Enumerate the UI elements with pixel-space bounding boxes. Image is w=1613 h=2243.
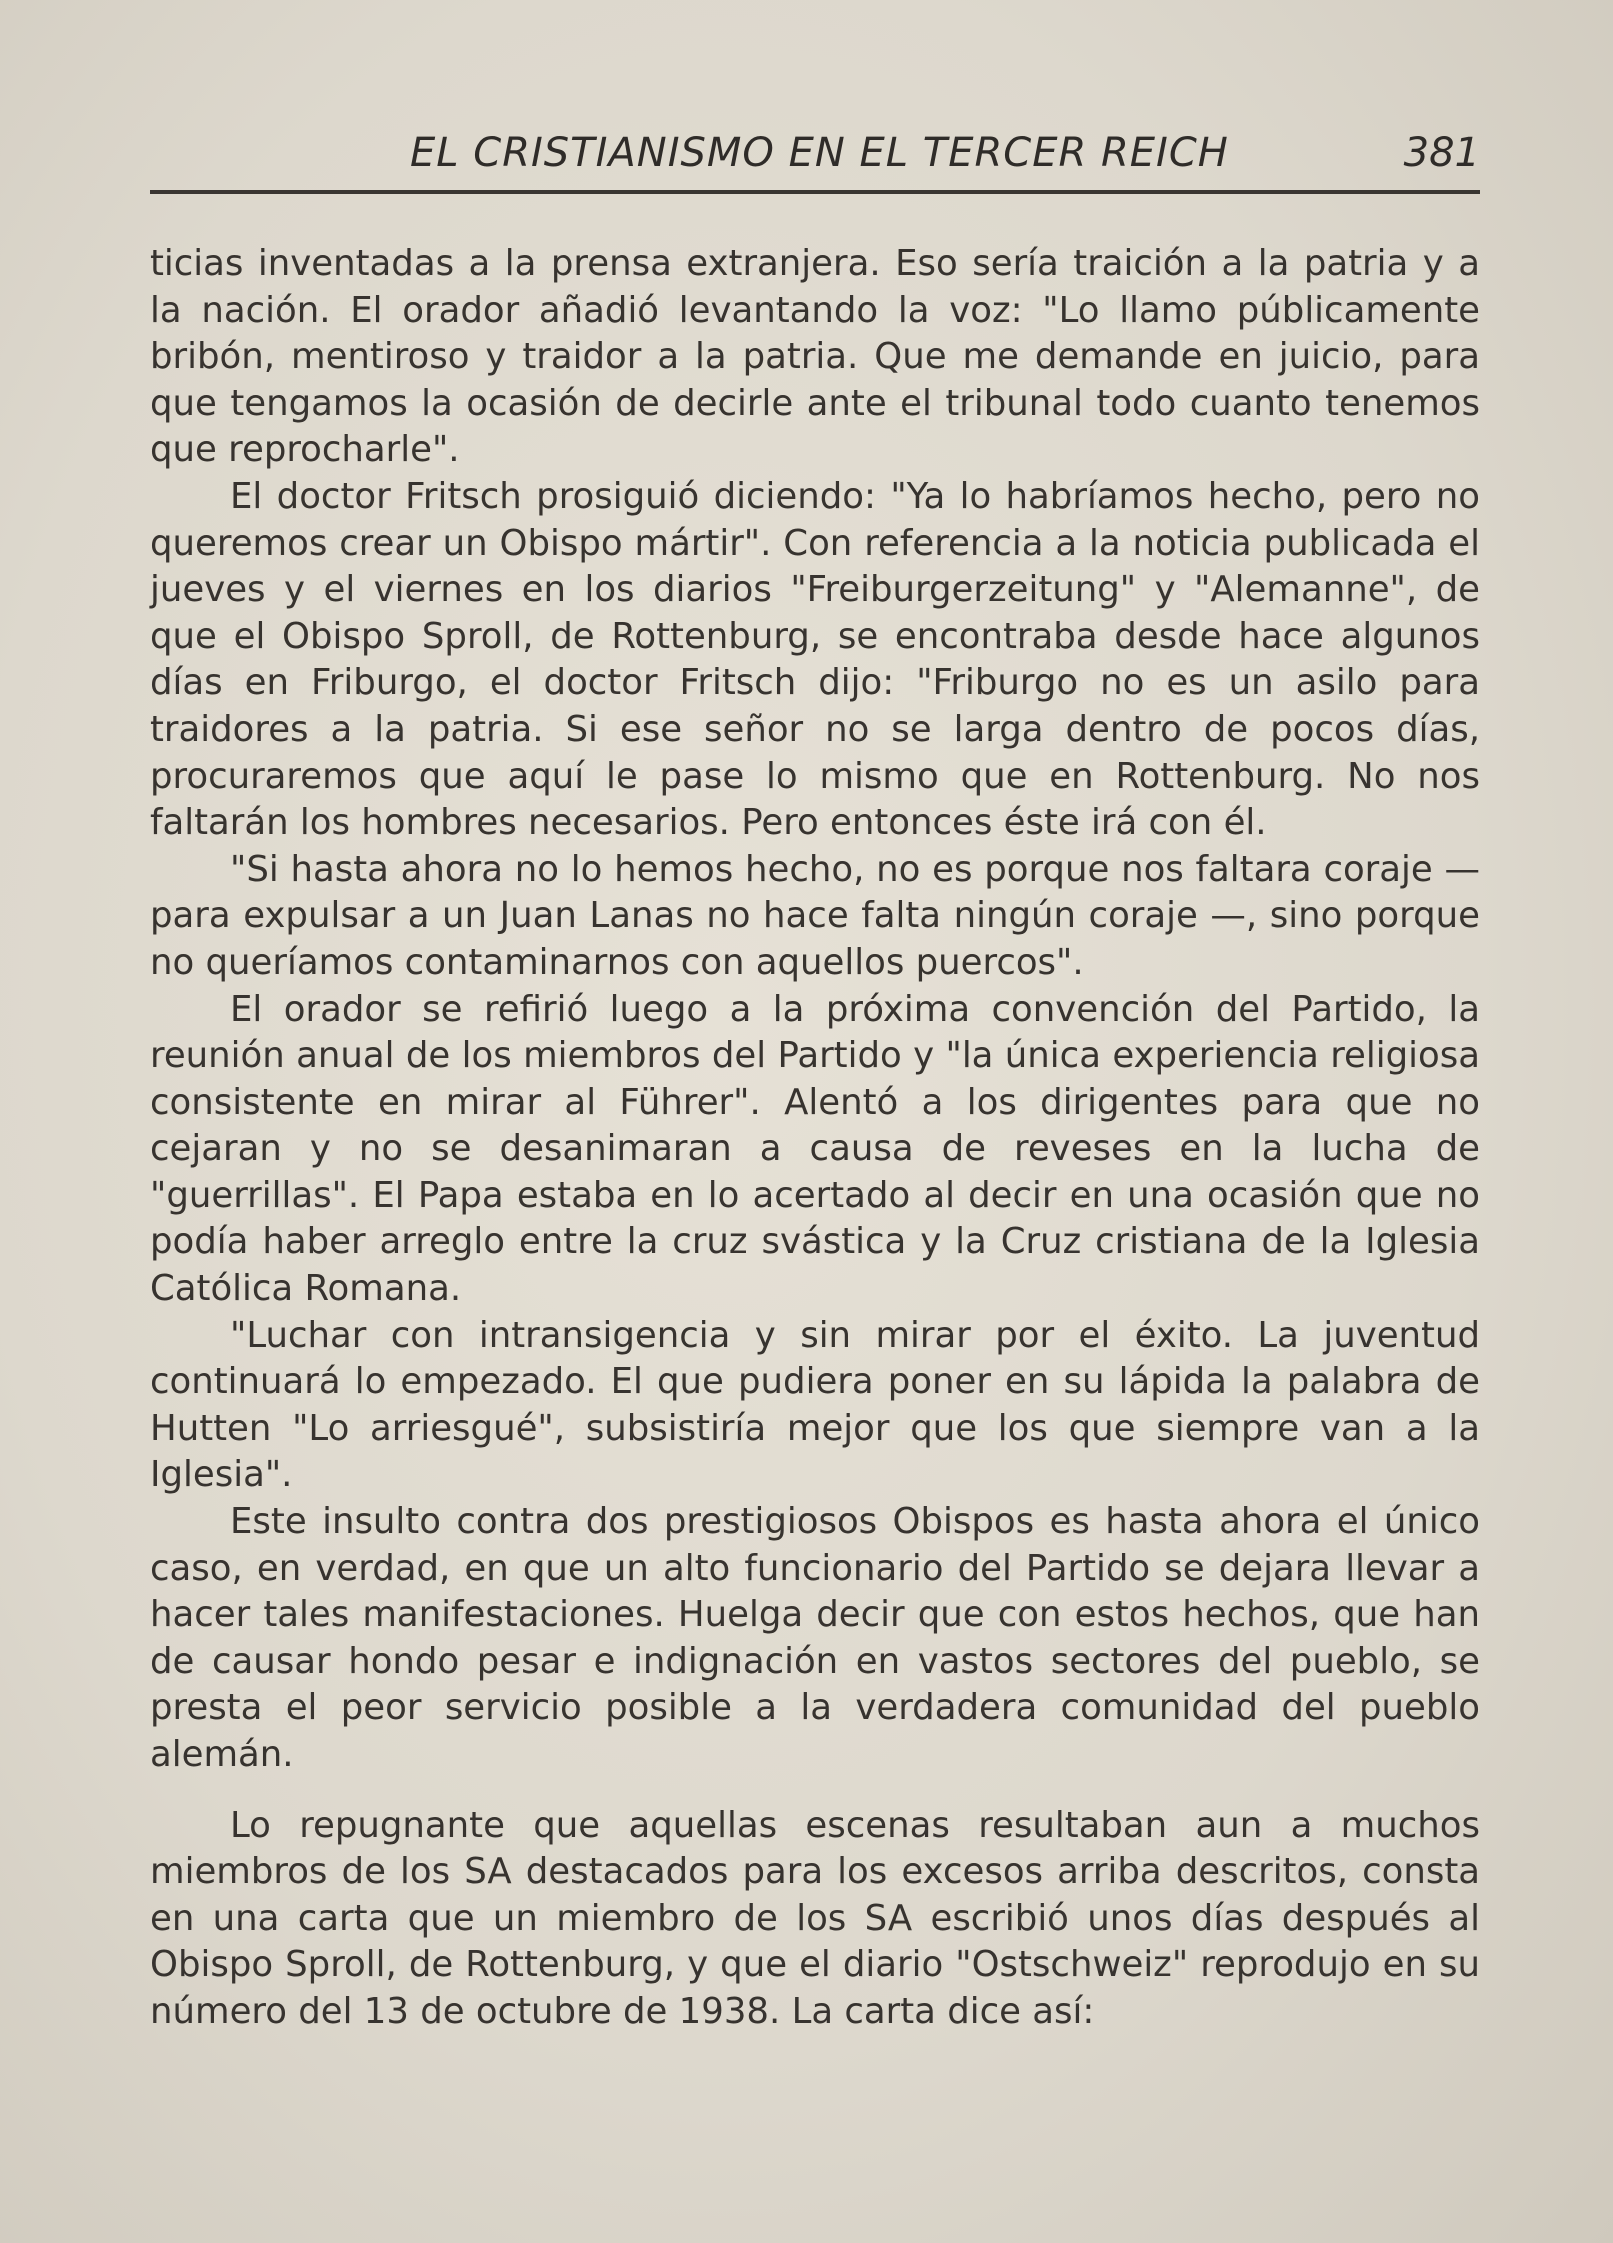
running-header bbox=[150, 120, 1480, 194]
body-text bbox=[150, 241, 1480, 2036]
chapter-title: EL CRISTIANISMO EN EL TERCER REICH bbox=[410, 130, 1229, 176]
paragraph-4: El orador se refirió luego a la próxima convención del Partido, la reunión anual de los miembros del Partido y "la única experiencia religiosa consistente en mirar al Führer". Alentó a los dirigentes para que no cejaran y no se desanimaran a causa de reveses en la lucha de "guerrillas". El Papa estaba en lo acertado al decir en una ocasión que no podía haber arreglo entre la cruz svástica y la Cruz cristiana de la Iglesia Católica Romana. bbox=[150, 988, 1480, 1310]
paragraph-5: "Luchar con intransigencia y sin mirar por el éxito. La juventud continuará lo empezado. El que pudiera poner en su lápida la palabra de Hutten "Lo arriesgué", subsistiría mejor que los que siempre van a la Iglesia". bbox=[150, 1314, 1480, 1496]
paragraph-2: El doctor Fritsch prosiguió diciendo: "Ya lo habríamos hecho, pero no queremos crear un Obispo mártir". Con referencia a la noticia publicada el jueves y el viernes en los diarios "Freiburgerzeitung" y "Alemanne", de que el Obispo Sproll, de Rottenburg, se encontraba desde hace algunos días en Friburgo, el doctor Fritsch dijo: "Friburgo no es un asilo para traidores a la patria. Si ese señor no se larga dentro de pocos días, procuraremos que aquí le pase lo mismo que en Rottenburg. No nos faltarán los hombres necesarios. Pero entonces éste irá con él. bbox=[150, 475, 1480, 844]
paragraph-3: "Si hasta ahora no lo hemos hecho, no es porque nos faltara coraje — para expulsar a un Juan Lanas no hace falta ningún coraje —, sino porque no queríamos contaminarnos con aquellos puercos". bbox=[150, 848, 1480, 983]
paragraph-7: Lo repugnante que aquellas escenas resultaban aun a muchos miembros de los SA destacados para los excesos arriba descritos, consta en una carta que un miembro de los SA escribió unos días después al Obispo Sproll, de Rottenburg, y que el diario "Ostschweiz" reprodujo en su número del 13 de octubre de 1938. La carta dice así: bbox=[150, 1804, 1480, 2032]
page-number: 381 bbox=[1403, 130, 1480, 176]
paragraph-1: ticias inventadas a la prensa extranjera. Eso sería traición a la patria y a la nación. El orador añadió levantando la voz: "Lo llamo públicamente bribón, mentiroso y traidor a la patria. Que me demande en juicio, para que tengamos la ocasión de decirle ante el tribunal todo cuanto tenemos que reprocharle". bbox=[150, 243, 1480, 471]
paragraph-6: Este insulto contra dos prestigiosos Obispos es hasta ahora el único caso, en verdad, en que un alto funcionario del Partido se dejara llevar a hacer tales manifestaciones. Huelga decir que con estos hechos, que han de causar hondo pesar e indignación en vastos sectores del pueblo, se presta el peor servicio posible a la verdadera comunidad del pueblo alemán. bbox=[150, 1501, 1480, 1775]
